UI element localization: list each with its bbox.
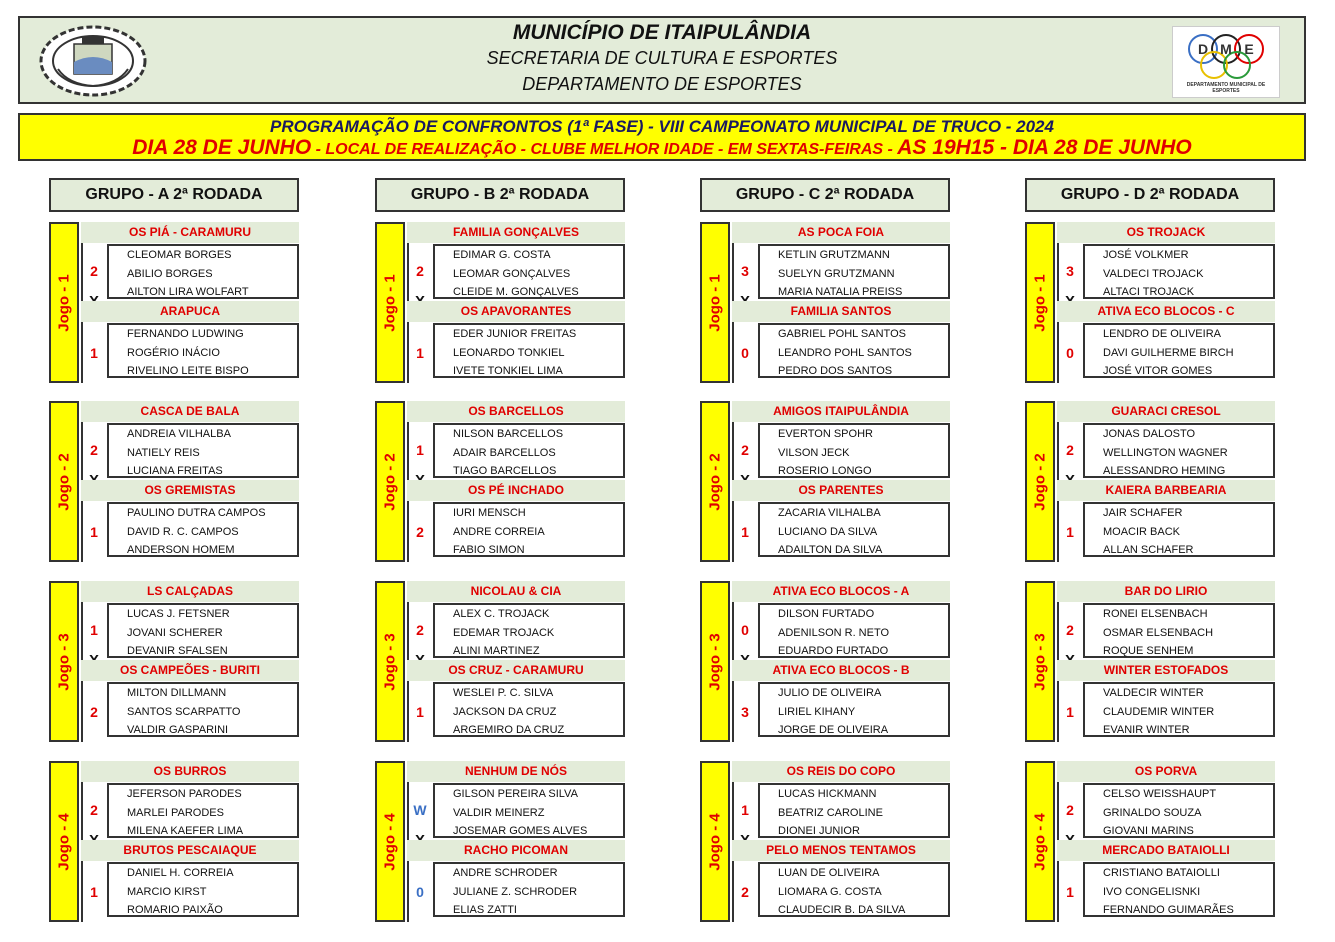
player-name: LIOMARA G. COSTA (778, 885, 882, 898)
player-name: VALDIR GASPARINI (127, 724, 229, 736)
team-name-2: WINTER ESTOFADOS (1057, 660, 1275, 681)
team-name-2: RACHO PICOMAN (407, 840, 625, 861)
team-name-2: OS CAMPEÕES - BURITI (81, 660, 299, 681)
player-name: ROSERIO LONGO (778, 465, 872, 477)
game-label: Jogo - 1 (706, 273, 724, 332)
player-list-1 (107, 783, 299, 838)
team-name-2: BRUTOS PESCAIAQUE (81, 840, 299, 861)
player-name: JEFERSON PARODES (127, 788, 242, 800)
player-list-1 (758, 423, 950, 478)
player-list-1 (758, 783, 950, 838)
game-label-tab (49, 581, 79, 742)
game-label-tab (375, 581, 405, 742)
group-title: GRUPO - A 2ª RODADA (49, 178, 299, 212)
player-list-1 (1083, 783, 1275, 838)
score-1: 2 (1066, 442, 1074, 458)
team-name-2: ARAPUCA (81, 301, 299, 322)
player-name: LEONARDO TONKIEL (453, 346, 565, 359)
team-name-2: OS PARENTES (732, 480, 950, 501)
team-name-1: OS BURROS (81, 761, 299, 782)
game-label-tab (700, 222, 730, 383)
player-name: CELSO WEISSHAUPT (1103, 788, 1217, 800)
player-name: NILSON BARCELLOS (453, 428, 564, 440)
score-2: 3 (741, 704, 749, 720)
player-name: CRISTIANO BATAIOLLI (1103, 867, 1220, 879)
player-name: SUELYN GRUTZMANN (778, 267, 895, 280)
player-name: ADENILSON R. NETO (778, 626, 890, 639)
player-list-1 (433, 783, 625, 838)
team-name-2: MERCADO BATAIOLLI (1057, 840, 1275, 861)
player-name: EDER JUNIOR FREITAS (453, 328, 577, 340)
player-name: DILSON FURTADO (778, 608, 875, 620)
score-2: 1 (1066, 884, 1074, 900)
player-list-2 (433, 323, 625, 378)
team-name-1: NENHUM DE NÓS (407, 761, 625, 782)
player-name: CLEOMAR BORGES (127, 249, 232, 261)
player-list-2 (1083, 862, 1275, 917)
player-name: LENDRO DE OLIVEIRA (1103, 328, 1221, 340)
banner-date-2: - DIA 28 DE JUNHO (994, 136, 1192, 159)
score-1: 3 (1066, 263, 1074, 279)
player-name: VALDECIR WINTER (1103, 687, 1204, 699)
banner-location: - LOCAL DE REALIZAÇÃO - CLUBE MELHOR IDADE - EM SEXTAS-FEIRAS - (311, 141, 898, 158)
player-name: ANDRE CORREIA (453, 525, 545, 538)
team-name-1: OS PORVA (1057, 761, 1275, 782)
player-name: ANDERSON HOMEM (127, 544, 235, 556)
player-name: JORGE DE OLIVEIRA (778, 724, 889, 736)
game-block (700, 761, 950, 922)
player-list-2 (107, 682, 299, 737)
player-name: LUCIANA FREITAS (127, 465, 223, 477)
dme-letter-m: M (1220, 41, 1232, 57)
player-name: MOACIR BACK (1103, 525, 1181, 538)
team-name-2: ATIVA ECO BLOCOS - B (732, 660, 950, 681)
game-label-tab (700, 761, 730, 922)
team-name-1: CASCA DE BALA (81, 401, 299, 422)
player-name: GABRIEL POHL SANTOS (778, 328, 906, 340)
player-name: KETLIN GRUTZMANN (778, 249, 890, 261)
player-name: WESLEI P. C. SILVA (453, 687, 554, 699)
player-name: ELIAS ZATTI (453, 904, 517, 916)
score-1: 2 (416, 263, 424, 279)
score-2: 2 (741, 884, 749, 900)
score-1: 2 (90, 802, 98, 818)
game-label: Jogo - 3 (55, 632, 73, 691)
player-name: FABIO SIMON (453, 544, 525, 556)
player-name: MARCIO KIRST (127, 885, 207, 898)
player-name: ROGÉRIO INÁCIO (127, 346, 220, 359)
player-name: RIVELINO LEITE BISPO (127, 365, 249, 377)
score-2: 0 (1066, 345, 1074, 361)
group-title: GRUPO - B 2ª RODADA (375, 178, 625, 212)
player-name: JOVANI SCHERER (127, 626, 223, 639)
player-name: DAVI GUILHERME BIRCH (1103, 346, 1234, 359)
team-name-2: OS GREMISTAS (81, 480, 299, 501)
game-label: Jogo - 3 (1031, 632, 1049, 691)
player-list-2 (1083, 682, 1275, 737)
game-label: Jogo - 4 (381, 812, 399, 871)
player-list-2 (1083, 502, 1275, 557)
game-block (49, 222, 299, 383)
player-list-2 (758, 862, 950, 917)
team-name-1: FAMILIA GONÇALVES (407, 222, 625, 243)
player-name: LUCIANO DA SILVA (778, 525, 878, 538)
game-block (700, 401, 950, 562)
player-name: TIAGO BARCELLOS (453, 465, 557, 477)
player-name: JOSEMAR GOMES ALVES (453, 825, 588, 837)
player-name: JOSÉ VOLKMER (1103, 249, 1189, 261)
game-block (1025, 222, 1275, 383)
player-name: CLAUDECIR B. DA SILVA (778, 904, 906, 916)
player-name: BEATRIZ CAROLINE (778, 806, 883, 819)
player-name: WELLINGTON WAGNER (1103, 446, 1228, 459)
score-2: 0 (741, 345, 749, 361)
banner-details (20, 136, 1304, 160)
team-name-1: ATIVA ECO BLOCOS - A (732, 581, 950, 602)
score-1: 2 (1066, 622, 1074, 638)
player-name: DEVANIR SFALSEN (127, 645, 228, 657)
game-label-tab (375, 222, 405, 383)
player-list-1 (433, 244, 625, 299)
game-label-tab (1025, 761, 1055, 922)
score-1: 0 (741, 622, 749, 638)
game-label-tab (1025, 401, 1055, 562)
player-name: CLEIDE M. GONÇALVES (453, 286, 579, 298)
score-1: W (413, 802, 427, 818)
team-name-1: OS REIS DO COPO (732, 761, 950, 782)
player-name: MILTON DILLMANN (127, 687, 227, 699)
game-label: Jogo - 4 (55, 812, 73, 871)
player-name: IURI MENSCH (453, 507, 526, 519)
game-label: Jogo - 1 (381, 273, 399, 332)
player-list-2 (107, 862, 299, 917)
player-list-1 (107, 603, 299, 658)
player-name: IVO CONGELISNKI (1103, 885, 1201, 898)
game-label-tab (49, 761, 79, 922)
player-list-2 (433, 682, 625, 737)
score-2: 1 (416, 345, 424, 361)
player-name: ALEX C. TROJACK (453, 608, 550, 620)
player-name: IVETE TONKIEL LIMA (453, 365, 563, 377)
secretariat-subtitle: SECRETARIA DE CULTURA E ESPORTES (486, 48, 838, 68)
game-block (375, 222, 625, 383)
game-block (49, 581, 299, 742)
player-name: ANDRE SCHRODER (453, 867, 558, 879)
player-name: ANDREIA VILHALBA (127, 428, 231, 440)
player-name: ALESSANDRO HEMING (1103, 465, 1226, 477)
score-2: 2 (90, 704, 98, 720)
player-name: PEDRO DOS SANTOS (778, 365, 893, 377)
team-name-1: NICOLAU & CIA (407, 581, 625, 602)
player-list-1 (433, 423, 625, 478)
player-name: ALLAN SCHAFER (1103, 544, 1194, 556)
player-list-1 (107, 244, 299, 299)
player-name: CLAUDEMIR WINTER (1103, 705, 1215, 718)
player-name: MARIA NATALIA PREISS (778, 286, 903, 298)
game-label-tab (700, 581, 730, 742)
player-name: LEANDRO POHL SANTOS (778, 346, 912, 359)
municipality-title: MUNICÍPIO DE ITAIPULÂNDIA (512, 21, 812, 44)
score-1: 2 (1066, 802, 1074, 818)
game-block (700, 581, 950, 742)
game-label: Jogo - 2 (706, 452, 724, 511)
banner-title: PROGRAMAÇÃO DE CONFRONTOS (1ª FASE) - VIII CAMPEONATO MUNICIPAL DE TRUCO - 2024 (270, 117, 1054, 136)
score-2: 1 (741, 524, 749, 540)
score-1: 2 (90, 442, 98, 458)
player-name: PAULINO DUTRA CAMPOS (127, 507, 266, 519)
player-name: LUAN DE OLIVEIRA (778, 867, 880, 879)
score-2: 1 (1066, 524, 1074, 540)
player-name: OSMAR ELSENBACH (1103, 626, 1214, 639)
score-2: 1 (90, 345, 98, 361)
team-name-1: OS PIÁ - CARAMURU (81, 222, 299, 243)
player-list-2 (758, 502, 950, 557)
player-name: DANIEL H. CORREIA (127, 867, 234, 879)
player-name: JULIANE Z. SCHRODER (453, 885, 578, 898)
player-name: ADAIR BARCELLOS (453, 446, 556, 459)
game-label-tab (1025, 581, 1055, 742)
player-name: GRINALDO SOUZA (1103, 806, 1202, 819)
game-block (49, 401, 299, 562)
player-name: JONAS DALOSTO (1103, 428, 1196, 440)
player-name: JULIO DE OLIVEIRA (778, 687, 882, 699)
player-name: ROMARIO PAIXÃO (127, 904, 223, 916)
player-list-2 (107, 502, 299, 557)
score-2: 2 (416, 524, 424, 540)
game-label-tab (375, 401, 405, 562)
team-name-1: AMIGOS ITAIPULÂNDIA (732, 401, 950, 422)
player-list-1 (1083, 603, 1275, 658)
score-2: 1 (416, 704, 424, 720)
document-header (18, 16, 1306, 104)
player-name: GIOVANI MARINS (1103, 825, 1194, 837)
player-list-2 (1083, 323, 1275, 378)
player-list-1 (758, 603, 950, 658)
player-name: EDUARDO FURTADO (778, 645, 889, 657)
player-name: ROQUE SENHEM (1103, 645, 1194, 657)
team-name-2: PELO MENOS TENTAMOS (732, 840, 950, 861)
player-name: ALINI MARTINEZ (453, 645, 540, 657)
player-name: EVANIR WINTER (1103, 724, 1190, 736)
player-list-1 (758, 244, 950, 299)
banner-date-1: DIA 28 DE JUNHO (132, 136, 312, 159)
dme-logo-caption: DEPARTAMENTO MUNICIPAL DE ESPORTES (1186, 82, 1266, 94)
player-name: DAVID R. C. CAMPOS (127, 525, 239, 538)
player-name: DIONEI JUNIOR (778, 825, 860, 837)
player-list-1 (433, 603, 625, 658)
player-name: ARGEMIRO DA CRUZ (453, 724, 565, 736)
team-name-1: OS TROJACK (1057, 222, 1275, 243)
game-block (1025, 401, 1275, 562)
player-name: VALDIR MEINERZ (453, 806, 545, 819)
schedule-banner (18, 113, 1306, 161)
score-1: 1 (416, 442, 424, 458)
player-name: VALDECI TROJACK (1103, 267, 1204, 280)
banner-time: AS 19H15 (897, 136, 995, 159)
group-title: GRUPO - D 2ª RODADA (1025, 178, 1275, 212)
team-name-2: OS CRUZ - CARAMURU (407, 660, 625, 681)
player-list-2 (433, 862, 625, 917)
score-1: 2 (416, 622, 424, 638)
score-1: 2 (741, 442, 749, 458)
game-label-tab (700, 401, 730, 562)
score-1: 2 (90, 263, 98, 279)
dme-rings-logo-icon (1173, 27, 1279, 83)
game-label: Jogo - 2 (55, 452, 73, 511)
player-name: GILSON PEREIRA SILVA (453, 788, 578, 800)
team-name-2: FAMILIA SANTOS (732, 301, 950, 322)
player-name: ALTACI TROJACK (1103, 286, 1195, 298)
game-label: Jogo - 4 (706, 812, 724, 871)
score-1: 1 (741, 802, 749, 818)
game-block (700, 222, 950, 383)
game-label: Jogo - 2 (1031, 452, 1049, 511)
score-2: 0 (416, 884, 424, 900)
player-name: ABILIO BORGES (127, 267, 213, 280)
score-2: 1 (1066, 704, 1074, 720)
group-title: GRUPO - C 2ª RODADA (700, 178, 950, 212)
game-block (375, 761, 625, 922)
team-name-2: KAIERA BARBEARIA (1057, 480, 1275, 501)
player-list-1 (1083, 423, 1275, 478)
dme-letter-d: D (1197, 41, 1209, 57)
game-block (1025, 581, 1275, 742)
game-label-tab (1025, 222, 1055, 383)
game-label-tab (49, 401, 79, 562)
player-name: AILTON LIRA WOLFART (127, 286, 249, 298)
score-1: 3 (741, 263, 749, 279)
player-name: EDEMAR TROJACK (453, 626, 555, 639)
game-label: Jogo - 3 (706, 632, 724, 691)
player-name: JACKSON DA CRUZ (453, 705, 557, 718)
game-label-tab (375, 761, 405, 922)
game-block (1025, 761, 1275, 922)
score-2: 1 (90, 884, 98, 900)
game-label: Jogo - 2 (381, 452, 399, 511)
player-list-2 (758, 323, 950, 378)
player-list-2 (107, 323, 299, 378)
player-list-1 (107, 423, 299, 478)
department-subtitle: DEPARTAMENTO DE ESPORTES (522, 74, 802, 94)
player-name: MARLEI PARODES (127, 806, 224, 819)
team-name-1: BAR DO LIRIO (1057, 581, 1275, 602)
team-name-1: AS POCA FOIA (732, 222, 950, 243)
player-name: LUCAS HICKMANN (778, 788, 877, 800)
player-list-2 (758, 682, 950, 737)
dme-logo (1172, 26, 1280, 98)
team-name-1: GUARACI CRESOL (1057, 401, 1275, 422)
team-name-2: ATIVA ECO BLOCOS - C (1057, 301, 1275, 322)
player-name: EVERTON SPOHR (778, 428, 873, 440)
player-name: NATIELY REIS (127, 446, 200, 459)
team-name-2: OS PÉ INCHADO (407, 480, 625, 501)
player-name: FERNANDO GUIMARÃES (1103, 904, 1234, 916)
game-block (49, 761, 299, 922)
game-label: Jogo - 3 (381, 632, 399, 691)
player-name: LEOMAR GONÇALVES (453, 267, 571, 280)
dme-letter-e: E (1244, 41, 1254, 57)
player-name: MILENA KAEFER LIMA (127, 825, 244, 837)
game-label: Jogo - 4 (1031, 812, 1049, 871)
team-name-1: OS BARCELLOS (407, 401, 625, 422)
player-name: LIRIEL KIHANY (778, 705, 856, 718)
score-1: 1 (90, 622, 98, 638)
player-name: SANTOS SCARPATTO (127, 705, 241, 718)
player-name: VILSON JECK (778, 446, 850, 459)
player-name: FERNANDO LUDWING (127, 328, 244, 340)
team-name-1: LS CALÇADAS (81, 581, 299, 602)
game-block (375, 401, 625, 562)
player-name: RONEI ELSENBACH (1103, 608, 1208, 620)
player-name: ADAILTON DA SILVA (778, 544, 883, 556)
score-2: 1 (90, 524, 98, 540)
game-label-tab (49, 222, 79, 383)
game-label: Jogo - 1 (1031, 273, 1049, 332)
player-list-2 (433, 502, 625, 557)
player-name: EDIMAR G. COSTA (453, 249, 551, 261)
player-name: LUCAS J. FETSNER (127, 608, 230, 620)
team-name-2: OS APAVORANTES (407, 301, 625, 322)
player-name: JAIR SCHAFER (1103, 507, 1183, 519)
player-name: JOSÉ VITOR GOMES (1103, 365, 1213, 377)
game-label: Jogo - 1 (55, 273, 73, 332)
player-list-1 (1083, 244, 1275, 299)
player-name: ZACARIA VILHALBA (778, 507, 881, 519)
game-block (375, 581, 625, 742)
